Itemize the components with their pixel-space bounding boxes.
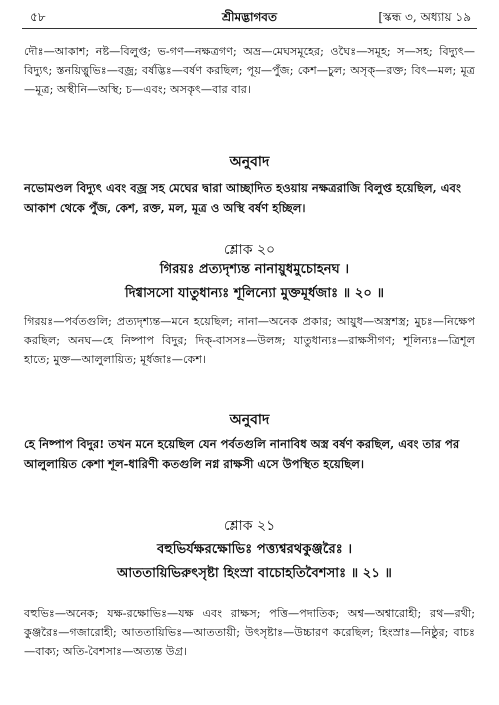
section-reference: [স্কন্ধ ৩, অধ্যায় ১৯ bbox=[378, 10, 471, 24]
translation-19: নভোমণ্ডল বিদ্যুৎ এবং বজ্র সহ মেঘের দ্বারা আচ্ছাদিত হওয়ায় নক্ষত্ররাজি বিলুপ্ত হয়েছিল, এবং আকাশ থেকে পুঁজ, কেশ, রক্ত, মল, মূত্র ও অস্থি বর্ষণ হচ্ছিল। bbox=[24, 181, 461, 215]
verse-heading-20: শ্লোক ২০ bbox=[223, 242, 276, 258]
word-by-word-20: গিরয়ঃ—পর্বতগুলি; প্রত্যদৃশ্যন্ত—মনে হয়েছিল; নানা—অনেক প্রকার; আয়ুধ—অস্ত্রশস্ত্র; মুচঃ—নিক্ষেপ করছিল; অনঘ—হে নিষ্পাপ বিদুর; দিক্-বাসসঃ—উলঙ্গ; যাতুধান্যঃ—রাক্ষসীগণ; শূলিন্যঃ—ত্রিশূল হাতে; মুক্ত—আলুলায়িত; মূর্ধজাঃ—কেশ। bbox=[24, 315, 475, 366]
verse-heading-21: শ্লোক ২১ bbox=[223, 518, 276, 534]
word-by-word-21: বহুভিঃ—অনেক; যক্ষ-রক্ষোভিঃ—যক্ষ এবং রাক্ষস; পত্তি—পদাতিক; অশ্ব—অশ্বারোহী; রথ—রথী; কুঞ্জরৈঃ—গজারোহী; আততায়িভিঃ—আততায়ী; উৎসৃষ্টাঃ—উচ্চারণ করেছিল; হিংস্রাঃ—নিষ্ঠুর; বাচঃ—বাক্য; অতি-বৈশসাঃ—অত্যন্ত উগ্র। bbox=[24, 607, 475, 658]
verse-line: বহুভির্যক্ষরক্ষোভিঃ পত্ত্যশ্বরথকুঞ্জরৈঃ । bbox=[156, 542, 353, 557]
page-number: ৫৮ bbox=[30, 10, 46, 24]
verse-line: গিরয়ঃ প্রত্যদৃশ্যন্ত নানায়ুধমুচোহনঘ । bbox=[159, 262, 350, 277]
verse-text-20 bbox=[40, 258, 469, 306]
translation-heading-19: অনুবাদ bbox=[229, 154, 270, 170]
translation-heading-20: অনুবাদ bbox=[229, 412, 270, 428]
page-header bbox=[22, 6, 477, 29]
translation-20: হে নিষ্পাপ বিদুর! তখন মনে হয়েছিল যেন পর্বতগুলি নানাবিধ অস্ত্র বর্ষণ করছিল, এবং তার পর আলুলায়িত কেশা শূল-ধারিণী কতগুলি নগ্ন রাক্ষসী এসে উপস্থিত হয়েছিল। bbox=[24, 437, 460, 471]
verse-line: আততায়িভিরুৎসৃষ্টা হিংস্রা বাচোহতিবৈশসাঃ ॥ ২১ ॥ bbox=[117, 566, 392, 581]
verse-line: দিগ্বাসসো যাতুধান্যঃ শূলিন্যো মুক্তমূর্ধজাঃ ॥ ২০ ॥ bbox=[124, 286, 385, 301]
verse-text-21 bbox=[40, 538, 469, 586]
running-title: শ্রীমদ্ভাগবত bbox=[221, 10, 277, 24]
word-by-word-19: দৌঃ—আকাশ; নষ্ট—বিলুপ্ত; ভ-গণ—নক্ষত্রগণ; অভ্র—মেঘসমূহের; ওঘৈঃ—সমূহ; স—সহ; বিদ্যুৎ—বিদ্যুৎ; স্তনয়িত্নুভিঃ—বজ্র; বর্ষদ্ভিঃ—বর্ষণ করছিল; পূয়—পুঁজ; কেশ—চুল; অসৃক্—রক্ত; বিৎ—মল; মূত্র—মূত্র; অস্থীনি—অস্থি; চ—এবং; অসকৃৎ—বার বার। bbox=[24, 45, 475, 96]
